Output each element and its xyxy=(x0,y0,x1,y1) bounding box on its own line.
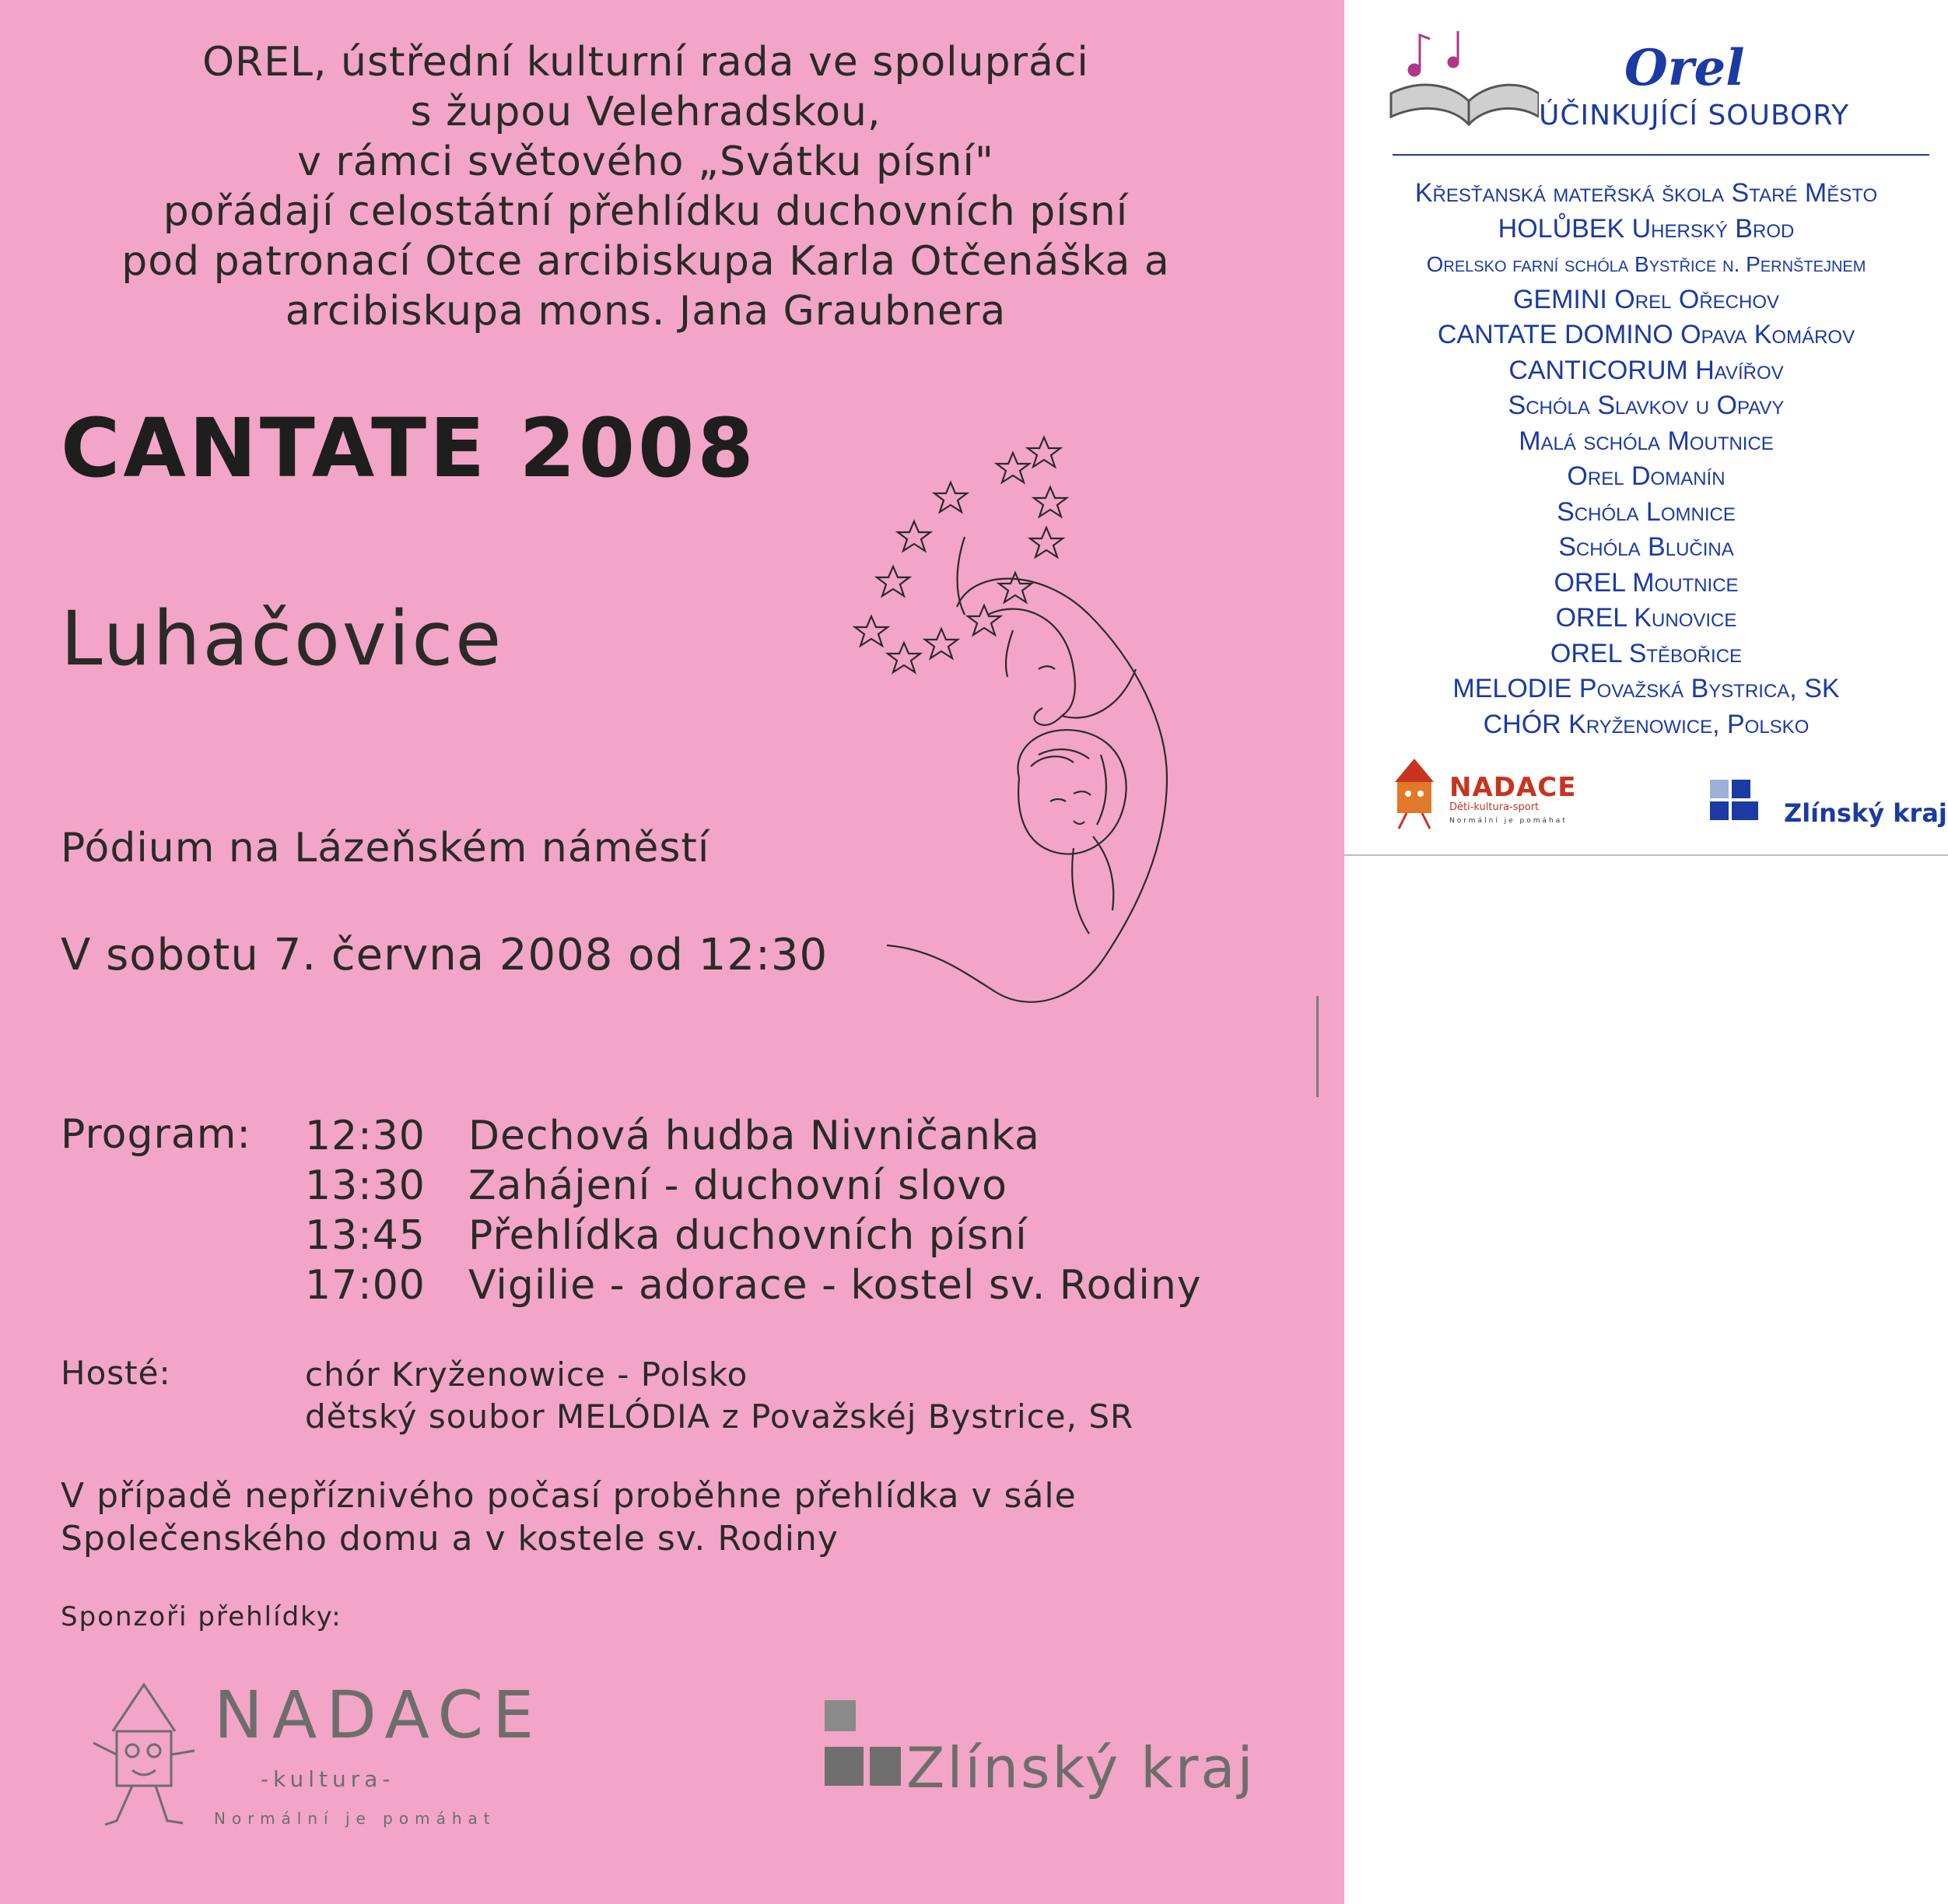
sponsors-label: Sponzoři přehlídky: xyxy=(61,1601,342,1632)
nadace-name: NADACE xyxy=(1449,772,1577,803)
nadace-motto: Normální je pomáhat xyxy=(214,1809,496,1828)
intro-line: OREL, ústřední kulturní rada ve spolupráci xyxy=(202,39,1089,86)
weather-line: Společenského domu a v kostele sv. Rodiny xyxy=(61,1519,839,1559)
ensembles-list xyxy=(1344,176,1948,742)
intro-line: pořádají celostátní přehlídku duchovních písní xyxy=(163,188,1129,235)
ensemble-item: Malá schóla Moutnice xyxy=(1519,426,1774,456)
program-time: 13:30 xyxy=(305,1162,426,1209)
nadace-logo xyxy=(86,1677,544,1840)
guests-list xyxy=(305,1354,1133,1438)
house-mascot-icon xyxy=(1383,755,1445,833)
music-book-icon xyxy=(1383,16,1539,132)
poster-city: Luhačovice xyxy=(61,595,504,682)
star-icon xyxy=(1034,487,1067,517)
star-icon xyxy=(888,643,920,672)
intro-line: s župou Velehradskou, xyxy=(410,89,881,135)
madonna-child-illustration xyxy=(840,412,1245,1019)
star-icon xyxy=(968,605,1000,635)
house-mascot-icon xyxy=(86,1677,202,1840)
program-row xyxy=(305,1161,1202,1211)
weather-line: V případě nepříznivého počasí proběhne přehlídka v sále xyxy=(61,1476,1077,1516)
ensembles-panel xyxy=(1344,0,1948,856)
ensemble-item: HOLŮBEK Uherský Brod xyxy=(1498,213,1795,244)
panel-sponsors xyxy=(1383,755,1947,840)
program-item: Zahájení - duchovní slovo xyxy=(468,1162,1007,1209)
star-icon xyxy=(925,629,958,658)
ensemble-item: Schóla Slavkov u Opavy xyxy=(1508,391,1785,420)
zlin-name: Zlínský kraj xyxy=(906,1735,1256,1801)
star-icon xyxy=(1030,528,1063,557)
program-row xyxy=(305,1261,1202,1310)
zlin-name: Zlínský kraj xyxy=(1784,798,1947,828)
weather-note xyxy=(61,1474,1077,1560)
ensemble-item: CANTICORUM Havířov xyxy=(1508,355,1784,385)
star-icon xyxy=(934,482,967,512)
zlin-logo xyxy=(778,1700,1256,1817)
ensemble-item: OREL Kunovice xyxy=(1555,603,1737,633)
ensemble-item: Schóla Lomnice xyxy=(1557,496,1736,527)
program-item: Dechová hudba Nivničanka xyxy=(468,1113,1040,1159)
paper-fold-mark xyxy=(1316,996,1319,1097)
program-label: Program: xyxy=(61,1111,251,1158)
nadace-name: NADACE xyxy=(214,1677,544,1753)
poster-venue: Pódium na Lázeňském náměstí xyxy=(61,825,710,871)
program-row xyxy=(305,1111,1202,1161)
orel-logo: Orel xyxy=(1624,39,1745,97)
ensemble-item: OREL Stěbořice xyxy=(1550,638,1743,668)
panel-heading: ÚČINKUJÍCÍ SOUBORY xyxy=(1539,100,1850,131)
ensemble-item: MELODIE Považská Bystrica, SK xyxy=(1452,674,1840,703)
panel-header xyxy=(1383,16,1928,148)
nadace-motto: Normální je pomáhat xyxy=(1449,817,1568,825)
star-icon xyxy=(855,616,888,646)
nadace-sub: Děti-kultura-sport xyxy=(1449,801,1540,813)
nadace-sub: -kultura- xyxy=(261,1766,395,1792)
star-icon xyxy=(997,453,1029,482)
poster-date: V sobotu 7. června 2008 od 12:30 xyxy=(61,930,829,980)
guest-item: dětský soubor MELÓDIA z Považskéj Bystrice, SR xyxy=(305,1397,1134,1436)
ensemble-item: OREL Moutnice xyxy=(1554,567,1739,598)
program-item: Přehlídka duchovních písní xyxy=(468,1212,1028,1259)
poster-intro xyxy=(47,37,1245,336)
star-icon xyxy=(877,566,909,596)
program-time: 12:30 xyxy=(305,1113,426,1159)
program-list xyxy=(305,1111,1202,1310)
ensemble-item: Křesťanská mateřská škola Staré Město xyxy=(1414,178,1878,208)
ensemble-item: Orelsko farní schóla Bystřice n. Pernštejnem xyxy=(1426,252,1866,276)
program-time: 13:45 xyxy=(305,1212,426,1259)
star-icon xyxy=(1028,437,1060,467)
guest-item: chór Kryženowice - Polsko xyxy=(305,1355,748,1394)
intro-line: pod patronací Otce arcibiskupa Karla Otčenáška a xyxy=(121,238,1170,285)
program-item: Vigilie - adorace - kostel sv. Rodiny xyxy=(468,1262,1202,1309)
star-icon xyxy=(898,521,930,551)
ensemble-item: CANTATE DOMINO Opava Komárov xyxy=(1437,320,1855,349)
star-icon xyxy=(999,573,1032,602)
program-row xyxy=(305,1211,1202,1261)
intro-line: arcibiskupa mons. Jana Graubnera xyxy=(285,288,1007,335)
intro-line: v rámci světového „Svátku písní" xyxy=(297,139,994,185)
ensemble-item: GEMINI Orel Ořechov xyxy=(1512,284,1780,314)
poster-title: CANTATE 2008 xyxy=(61,401,757,496)
guests-label: Hosté: xyxy=(61,1354,171,1392)
ensemble-item: Orel Domanín xyxy=(1567,461,1726,491)
ensemble-item: Schóla Blučina xyxy=(1558,532,1734,562)
divider xyxy=(1393,154,1929,156)
ensemble-item: CHÓR Kryženowice, Polsko xyxy=(1483,709,1810,739)
program-time: 17:00 xyxy=(305,1262,426,1309)
